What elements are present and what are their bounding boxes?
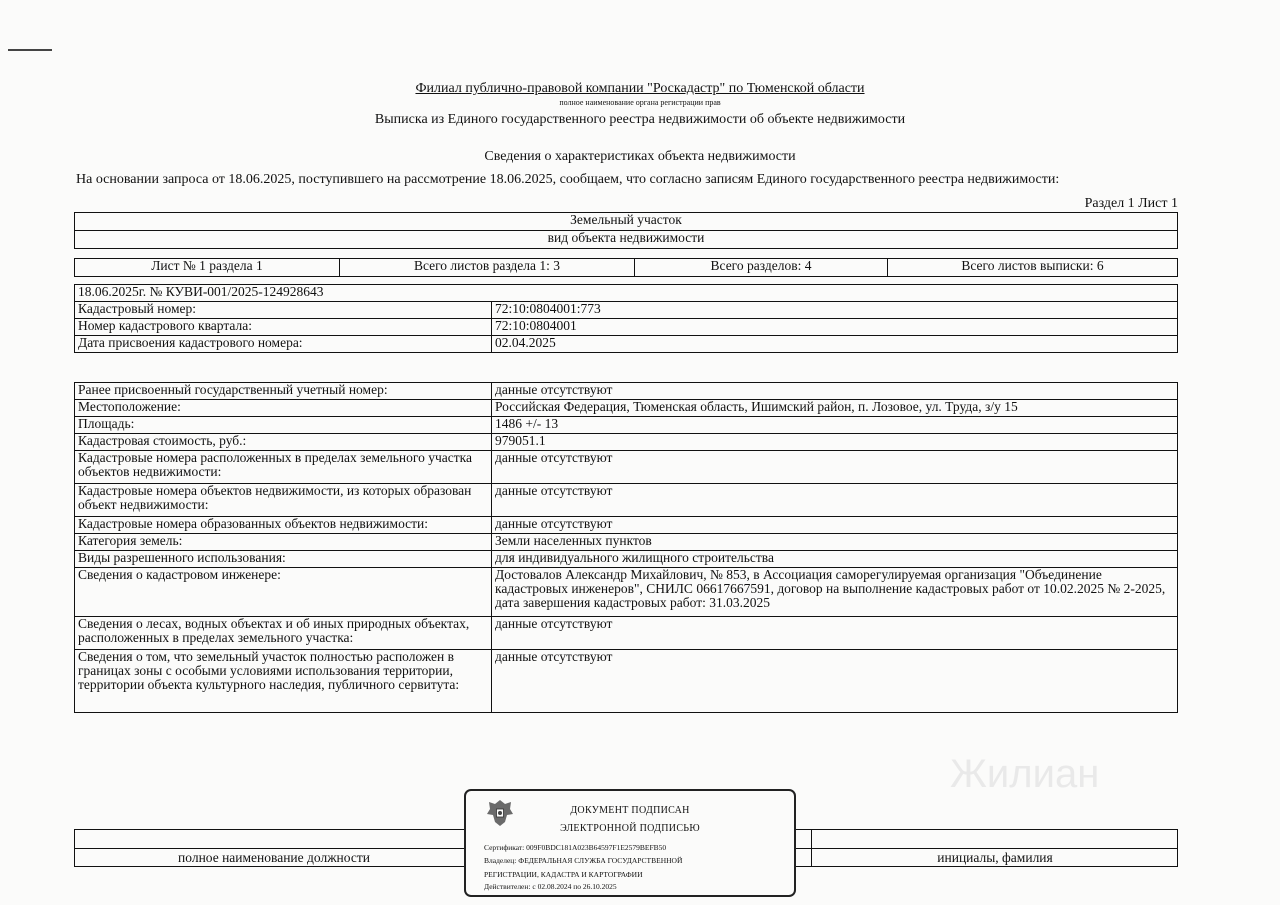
row-value: 02.04.2025 bbox=[492, 336, 1178, 353]
row-value: 72:10:0804001 bbox=[492, 319, 1178, 336]
org-caption: полное наименование органа регистрации прав bbox=[559, 98, 721, 107]
table-row bbox=[75, 451, 1178, 484]
total-sections: Всего разделов: 4 bbox=[635, 259, 888, 277]
row-key: Виды разрешенного использования: bbox=[75, 551, 492, 568]
row-value: данные отсутствуют bbox=[492, 451, 1178, 484]
corner-scan-mark bbox=[8, 49, 52, 51]
position-caption: полное наименование должности bbox=[178, 850, 370, 865]
table-row bbox=[75, 534, 1178, 551]
table-row bbox=[75, 484, 1178, 517]
row-value: данные отсутствуют bbox=[492, 517, 1178, 534]
name-top-line bbox=[790, 829, 1178, 830]
position-bottom-line bbox=[74, 866, 472, 867]
object-type-table bbox=[74, 212, 1178, 249]
table-row bbox=[75, 517, 1178, 534]
watermark-text: Жилиан bbox=[950, 752, 1100, 796]
row-value: Земли населенных пунктов bbox=[492, 534, 1178, 551]
name-bottom-line bbox=[790, 866, 1178, 867]
table-row bbox=[75, 434, 1178, 451]
table-row bbox=[75, 650, 1178, 713]
row-value: Достовалов Александр Михайлович, № 853, в Ассоциация саморегулируемая организация "Объединение кадастровых инженеров", СНИЛС 06617667591, договор на выполнение кадастровых работ от 10.02.2025 № 2-2025, дата завершения кадастровых работ: 31.03.2025 bbox=[492, 568, 1178, 617]
document-title: Выписка из Единого государственного реестра недвижимости об объекте недвижимости bbox=[374, 112, 906, 127]
row-key: Кадастровые номера расположенных в пределах земельного участка объектов недвижимости: bbox=[75, 451, 492, 484]
row-value: данные отсутствуют bbox=[492, 617, 1178, 650]
stamp-validity: Действителен: с 02.08.2024 по 26.10.2025 bbox=[484, 882, 617, 891]
table-row bbox=[75, 617, 1178, 650]
table-row bbox=[75, 302, 1178, 319]
name-line bbox=[790, 848, 1178, 849]
row-value: Российская Федерация, Тюменская область, Ишимский район, п. Лозовое, ул. Труда, з/у 15 bbox=[492, 400, 1178, 417]
table-row bbox=[75, 336, 1178, 353]
object-type-value: Земельный участок bbox=[75, 213, 1178, 231]
table-row bbox=[75, 383, 1178, 400]
characteristics-table bbox=[74, 382, 1178, 713]
row-value: для индивидуального жилищного строительства bbox=[492, 551, 1178, 568]
row-value: данные отсутствуют bbox=[492, 650, 1178, 713]
total-sheets: Всего листов выписки: 6 bbox=[888, 259, 1178, 277]
table-row bbox=[75, 551, 1178, 568]
stamp-owner-2: РЕГИСТРАЦИИ, КАДАСТРА И КАРТОГРАФИИ bbox=[484, 870, 643, 879]
position-top-line bbox=[74, 829, 472, 830]
row-key: Кадастровые номера объектов недвижимости, из которых образован объект недвижимости: bbox=[75, 484, 492, 517]
sheet-info-table bbox=[74, 258, 1178, 277]
table-row bbox=[75, 568, 1178, 617]
sheet-number: Лист № 1 раздела 1 bbox=[75, 259, 340, 277]
stamp-certificate: Сертификат: 009F0BDC181A023B64597F1E2579BEFB50 bbox=[484, 843, 667, 852]
stamp-owner-1: Владелец: ФЕДЕРАЛЬНАЯ СЛУЖБА ГОСУДАРСТВЕННОЙ bbox=[484, 856, 683, 865]
row-value: данные отсутствуют bbox=[492, 383, 1178, 400]
basis-statement: На основании запроса от 18.06.2025, поступившего на рассмотрение 18.06.2025, сообщаем, что согласно записям Единого государственного реестра недвижимости: bbox=[76, 172, 1060, 187]
row-value: 72:10:0804001:773 bbox=[492, 302, 1178, 319]
row-key: Кадастровые номера образованных объектов недвижимости: bbox=[75, 517, 492, 534]
table-row bbox=[75, 400, 1178, 417]
section-sheet-label: Раздел 1 Лист 1 bbox=[1084, 196, 1178, 211]
org-name: Филиал публично-правовой компании "Роскадастр" по Тюменской области bbox=[415, 81, 865, 96]
row-key: Номер кадастрового квартала: bbox=[75, 319, 492, 336]
row-value: 979051.1 bbox=[492, 434, 1178, 451]
row-key: Кадастровый номер: bbox=[75, 302, 492, 319]
identification-table bbox=[74, 284, 1178, 353]
record-number: 18.06.2025г. № КУВИ-001/2025-124928643 bbox=[75, 285, 1178, 302]
object-type-caption: вид объекта недвижимости bbox=[75, 231, 1178, 249]
row-key: Сведения о кадастровом инженере: bbox=[75, 568, 492, 617]
table-row bbox=[75, 319, 1178, 336]
row-key: Площадь: bbox=[75, 417, 492, 434]
table-row bbox=[75, 417, 1178, 434]
row-key: Дата присвоения кадастрового номера: bbox=[75, 336, 492, 353]
stamp-line-1: ДОКУМЕНТ ПОДПИСАН bbox=[570, 805, 690, 816]
row-value: 1486 +/- 13 bbox=[492, 417, 1178, 434]
electronic-signature-stamp bbox=[464, 789, 796, 897]
section-title: Сведения о характеристиках объекта недвижимости bbox=[484, 149, 796, 164]
position-line bbox=[74, 848, 472, 849]
sheets-in-section: Всего листов раздела 1: 3 bbox=[340, 259, 635, 277]
stamp-line-2: ЭЛЕКТРОННОЙ ПОДПИСЬЮ bbox=[560, 823, 700, 834]
row-key: Сведения о лесах, водных объектах и об иных природных объектах, расположенных в пределах земельного участка: bbox=[75, 617, 492, 650]
row-key: Местоположение: bbox=[75, 400, 492, 417]
row-key: Категория земель: bbox=[75, 534, 492, 551]
row-value: данные отсутствуют bbox=[492, 484, 1178, 517]
name-caption: инициалы, фамилия bbox=[937, 850, 1053, 865]
row-key: Кадастровая стоимость, руб.: bbox=[75, 434, 492, 451]
row-key: Сведения о том, что земельный участок полностью расположен в границах зоны с особыми условиями использования территории, территории объекта культурного наследия, публичного сервитута: bbox=[75, 650, 492, 713]
row-key: Ранее присвоенный государственный учетный номер: bbox=[75, 383, 492, 400]
